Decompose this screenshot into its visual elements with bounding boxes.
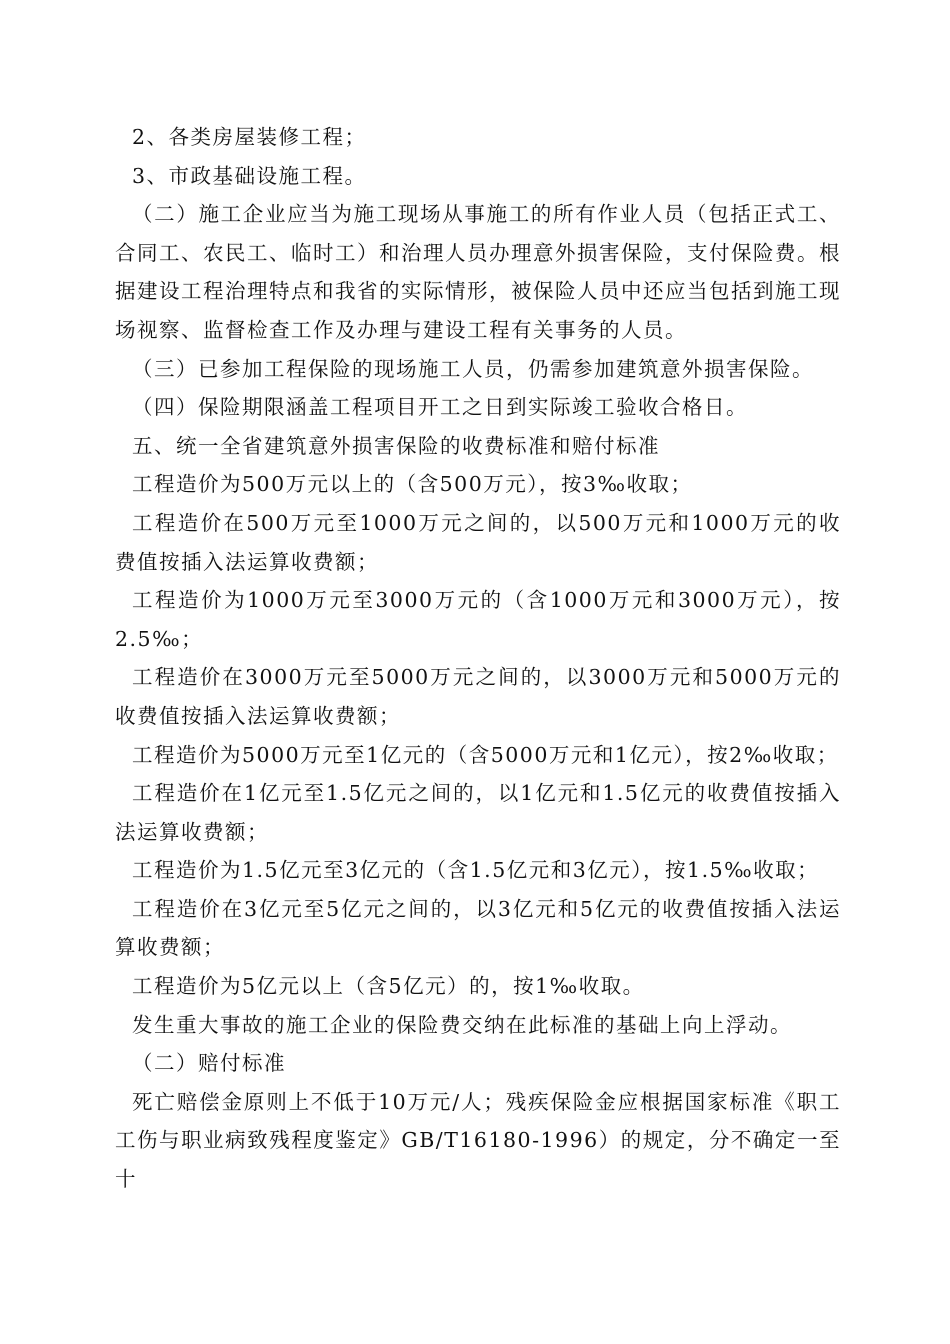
paragraph-item-2: 2、各类房屋装修工程；	[132, 125, 367, 149]
rate-item-500w: 工程造价为500万元以上的（含500万元），按3‰收取；	[132, 472, 693, 497]
accident-adjustment-note: 发生重大事故的施工企业的保险费交纳在此标准的基础上向上浮动。	[132, 1012, 792, 1037]
rate-item-5000w-1yi: 工程造价为5000万元至1亿元的（含5000万元和1亿元），按2‰收取；	[132, 742, 839, 767]
paragraph-section-3-engineering-insurance: （三）已参加工程保险的现场施工人员，仍需参加建筑意外损害保险。	[132, 356, 814, 381]
rate-item-3000w-5000w: 工程造价在3000万元至5000万元之间的，以3000万元和5000万元的收费值按插入法运算收费额；	[115, 665, 841, 728]
rate-item-5yi-plus: 工程造价为5亿元以上（含5亿元）的，按1‰收取。	[132, 974, 645, 999]
paragraph-item-3: 3、市政基础设施工程。	[132, 163, 367, 188]
rate-item-3yi-5yi: 工程造价在3亿元至5亿元之间的，以3亿元和5亿元的收费值按插入法运算收费额；	[115, 896, 841, 960]
document-body	[115, 118, 841, 1199]
paragraph-section-2-insured-personnel: （二）施工企业应当为施工现场从事施工的所有作业人员（包括正式工、合同工、农民工、临时工）和治理人员办理意外损害保险，支付保险费。根据建设工程治理特点和我省的实际情形，被保险人员中还应当包括到施工现场视察、监督检查工作及办理与建设工程有关事务的人员。	[115, 202, 841, 342]
paragraph-compensation-details: 死亡赔偿金原则上不低于10万元/人；残疾保险金应根据国家标准《职工工伤与职业病致残程度鉴定》GB/T16180-1996）的规定，分不确定一至十	[115, 1089, 841, 1192]
section-heading-5: 五、统一全省建筑意外损害保险的收费标准和赔付标准	[132, 433, 660, 458]
subheading-compensation-standard: （二）赔付标准	[132, 1051, 286, 1076]
rate-item-1yi-1-5yi: 工程造价在1亿元至1.5亿元之间的，以1亿元和1.5亿元的收费值按插入法运算收费额；	[115, 781, 841, 844]
rate-item-500w-1000w: 工程造价在500万元至1000万元之间的，以500万元和1000万元的收费值按插入法运算收费额；	[115, 510, 841, 574]
paragraph-section-4-insurance-period: （四）保险期限涵盖工程项目开工之日到实际竣工验收合格日。	[132, 395, 748, 420]
rate-item-1-5yi-3yi: 工程造价为1.5亿元至3亿元的（含1.5亿元和3亿元），按1.5‰收取；	[132, 858, 820, 883]
rate-item-1000w-3000w: 工程造价为1000万元至3000万元的（含1000万元和3000万元），按2.5‰；	[115, 588, 841, 651]
